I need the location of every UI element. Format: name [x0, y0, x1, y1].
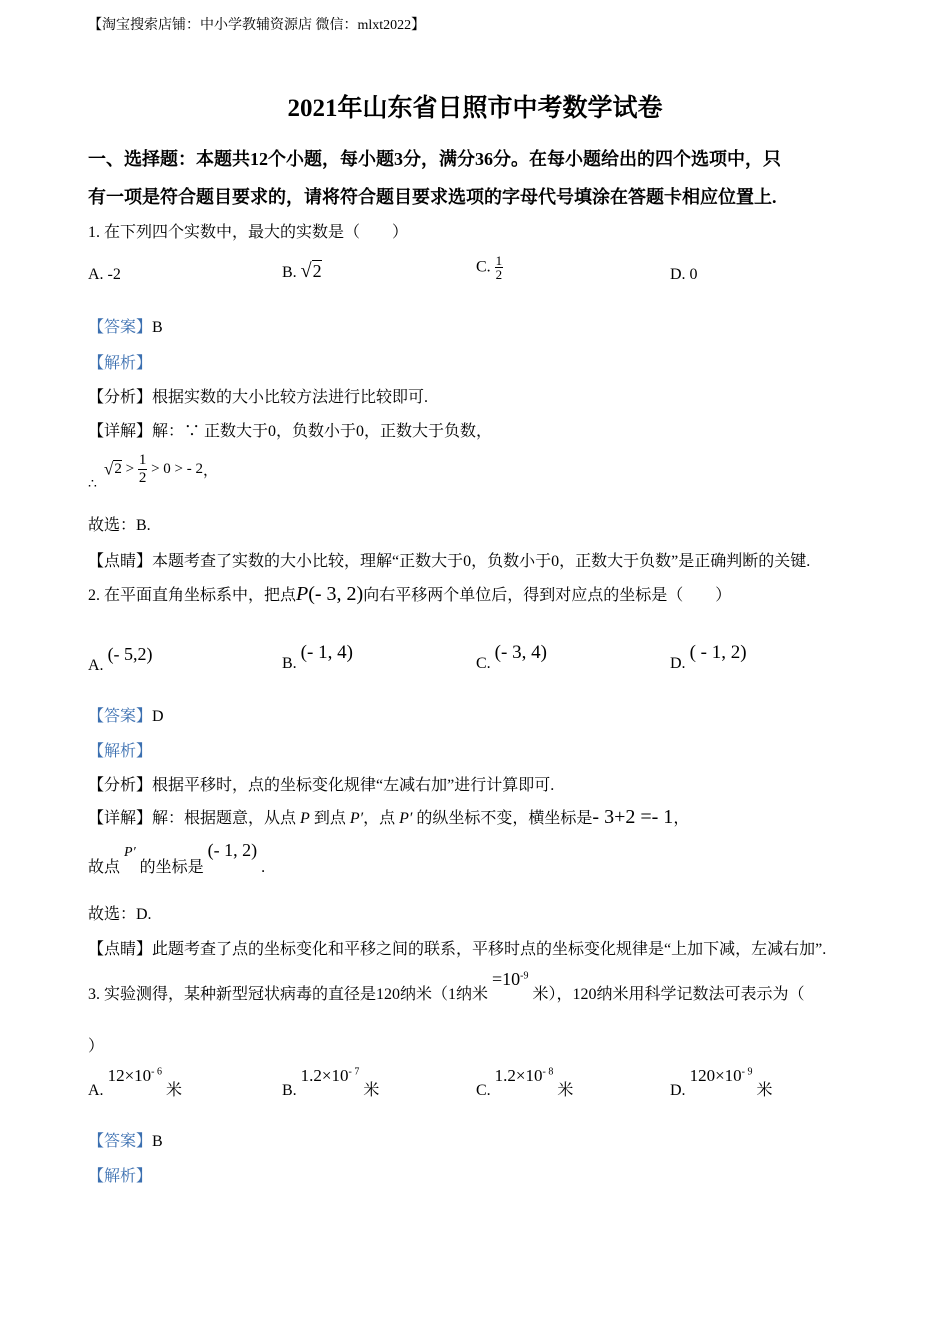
q2-xiangjie: 【详解】解：根据题意，从点 P 到点 P′，点 P′ 的纵坐标不变，横坐标是- 3+2 =- 1，	[88, 806, 690, 828]
sqrt-symbol: √	[300, 260, 312, 282]
q1-fenxi: 【分析】根据实数的大小比较方法进行比较即可.	[88, 389, 429, 406]
q1-stem: 1. 在下列四个实数中，最大的实数是（ ）	[88, 224, 409, 241]
fraction: $\frac{1}{2}$	[495, 253, 503, 282]
therefore-symbol: ∴	[88, 477, 97, 492]
q1-option-d: D. 0	[670, 266, 698, 283]
fraction: $\frac{1}{2}$	[138, 452, 147, 486]
q1-option-c: C. $\frac{1}{2}$	[476, 253, 503, 282]
section-heading-line2: 有一项是符合题目要求的，请将符合题目要求选项的字母代号填涂在答题卡相应位置上.	[88, 187, 777, 207]
q1-option-a: A. -2	[88, 266, 121, 283]
section-heading-line1: 一、选择题：本题共12个小题，每小题3分，满分36分。在每小题给出的四个选项中，只	[88, 149, 781, 169]
q2-stem: 2. 在平面直角坐标系中，把点P(- 3, 2)向右平移两个单位后，得到对应点的坐标是（ ）	[88, 583, 732, 605]
q1-xiangjie: 【详解】解：∵ 正数大于0，负数小于0，正数大于负数，	[88, 423, 493, 440]
q2-option-d: D. ( - 1, 2)	[670, 642, 747, 672]
q3-option-a: A. $12\times 10^{- 6}$ 米	[88, 1066, 183, 1099]
q2-analysis-tag: 【解析】	[88, 743, 153, 760]
q3-stem-close: ）	[88, 1038, 105, 1055]
q2-option-a: A. (- 5,2)	[88, 644, 153, 674]
q3-option-d: D. $120\times 10^{- 9}$ 米	[670, 1066, 773, 1099]
q1-answer: 【答案】B	[88, 319, 163, 336]
q1-choose: 故选：B.	[88, 517, 151, 534]
q1-dianjing: 【点睛】本题考查了实数的大小比较，理解“正数大于0，负数小于0，正数大于负数”是正确判断的关键.	[88, 553, 811, 570]
q3-answer: 【答案】B	[88, 1133, 163, 1150]
q1-option-b: B. √2	[282, 260, 322, 282]
q3-option-b: B. $1.2\times 10^{- 7}$ 米	[282, 1066, 380, 1099]
q2-option-c: C. (- 3, 4)	[476, 642, 547, 672]
q1-analysis-tag: 【解析】	[88, 355, 153, 372]
q2-fenxi: 【分析】根据平移时，点的坐标变化规律“左减右加”进行计算即可.	[88, 777, 555, 794]
q2-option-b: B. (- 1, 4)	[282, 642, 353, 672]
q1-inequality: √2 > $\frac{1}{2}$ > 0 > - 2，	[104, 452, 218, 486]
q3-option-c: C. $1.2\times 10^{- 8}$ 米	[476, 1066, 574, 1099]
q2-answer: 【答案】D	[88, 708, 164, 725]
q3-analysis-tag: 【解析】	[88, 1168, 153, 1185]
q2-choose: 故选：D.	[88, 906, 152, 923]
page-title: 2021年山东省日照市中考数学试卷	[287, 95, 663, 122]
q3-stem: 3. 实验测得，某种新型冠状病毒的直径是120纳米（1纳米 $=10^{-9}$ 米），120纳米用科学记数法可表示为（	[88, 969, 805, 1003]
q2-result: 故点 P′ 的坐标是 (- 1, 2) .	[88, 840, 266, 876]
page-header: 【淘宝搜索店铺：中小学教辅资源店 微信：mlxt2022】	[88, 18, 426, 33]
q2-dianjing: 【点睛】此题考查了点的坐标变化和平移之间的联系，平移时点的坐标变化规律是“上加下减，左减右加”.	[88, 941, 827, 958]
